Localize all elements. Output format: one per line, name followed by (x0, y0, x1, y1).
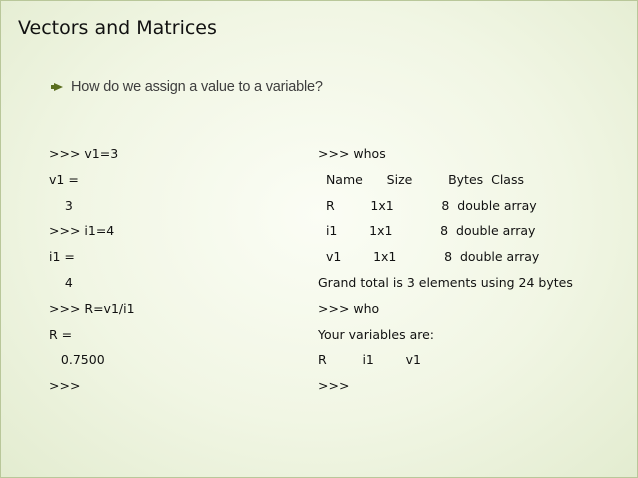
code-line: >>> R=v1/i1 (49, 300, 135, 316)
code-line: R i1 v1 (318, 352, 422, 368)
code-line: Name Size Bytes Class (318, 171, 524, 187)
code-line: i1 1x1 8 double array (318, 223, 536, 239)
right-code-column (318, 141, 573, 399)
code-line: v1 1x1 8 double array (318, 249, 540, 265)
code-line: >>> (49, 378, 81, 394)
code-line: 3 (49, 197, 73, 213)
slide-title: Vectors and Matrices (18, 17, 217, 39)
bullet-item (54, 79, 323, 95)
arrow-bullet-icon (54, 83, 63, 91)
code-line: >>> (318, 378, 350, 394)
code-line: >>> i1=4 (49, 223, 115, 239)
code-line: >>> whos (318, 146, 386, 161)
left-code-column (49, 141, 135, 399)
code-line: >>> who (318, 300, 380, 316)
code-line: R = (49, 326, 73, 342)
code-line: 0.7500 (49, 352, 105, 368)
code-line: i1 = (49, 249, 75, 265)
code-line: v1 = (49, 171, 79, 187)
code-line: >>> v1=3 (49, 146, 119, 161)
bullet-text: How do we assign a value to a variable? (71, 79, 323, 95)
code-line: Grand total is 3 elements using 24 bytes (318, 274, 573, 290)
code-line: 4 (49, 274, 73, 290)
code-line: R 1x1 8 double array (318, 197, 537, 213)
code-line: Your variables are: (318, 326, 434, 342)
